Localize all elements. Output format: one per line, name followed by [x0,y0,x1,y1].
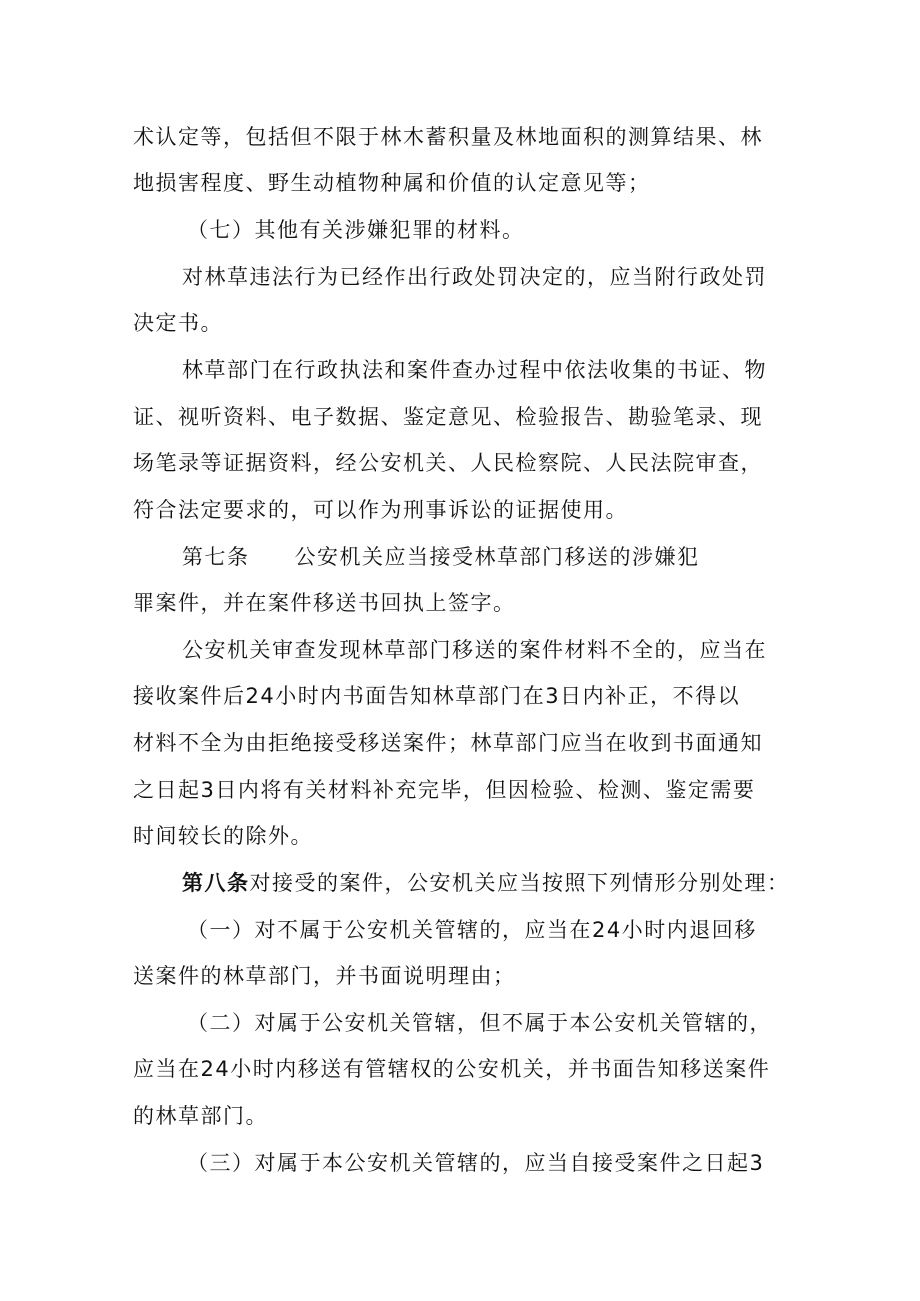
text-line: 送案件的林草部门，并书面说明理由； [133,964,516,988]
text-line: 决定书。 [133,311,223,335]
text-line: 时间较长的除外。 [133,824,313,848]
text-line: （七）其他有关涉嫌犯罪的材料。 [187,218,525,242]
text-line: （一）对不属于公安机关管辖的，应当在24小时内退回移 [187,918,757,942]
article-8-heading: 第八条 [182,871,250,895]
text-line: 材料不全为由拒绝接受移送案件；林草部门应当在收到书面通知 [133,731,763,755]
text-line: 对林草违法行为已经作出行政处罚决定的，应当附行政处罚 [182,265,767,289]
text-line: 地损害程度、野生动植物种属和价值的认定意见等； [133,171,651,195]
text-line: 接收案件后24小时内书面告知林草部门在3日内补正，不得以 [133,684,741,708]
article-8-text: 对接受的案件，公安机关应当按照下列情形分别处理： [249,871,790,895]
text-line: 之日起3日内将有关材料补充完毕，但因检验、检测、鉴定需要 [133,778,756,802]
text-line: 证、视听资料、电子数据、鉴定意见、检验报告、勘验笔录、现 [133,405,763,429]
text-line: （三）对属于本公安机关管辖的，应当自接受案件之日起3 [187,1151,765,1175]
text-line: 场笔录等证据资料，经公安机关、人民检察院、人民法院审查， [133,451,763,475]
text-line: 林草部门在行政执法和案件查办过程中依法收集的书证、物 [182,358,767,382]
text-line: 公安机关审查发现林草部门移送的案件材料不全的，应当在 [182,638,767,662]
text-line: 罪案件，并在案件移送书回执上签字。 [133,591,516,615]
text-line: 的林草部门。 [133,1104,268,1128]
text-line: 符合法定要求的，可以作为刑事诉讼的证据使用。 [133,498,628,522]
article-7-line: 第七条 公安机关应当接受林草部门移送的涉嫌犯 [182,545,700,569]
text-line: （二）对属于公安机关管辖，但不属于本公安机关管辖的， [187,1011,772,1035]
text-line: 术认定等，包括但不限于林木蓄积量及林地面积的测算结果、林 [133,125,763,149]
text-line: 应当在24小时内移送有管辖权的公安机关，并书面告知移送案件 [133,1057,771,1081]
article-8-line [182,869,790,897]
